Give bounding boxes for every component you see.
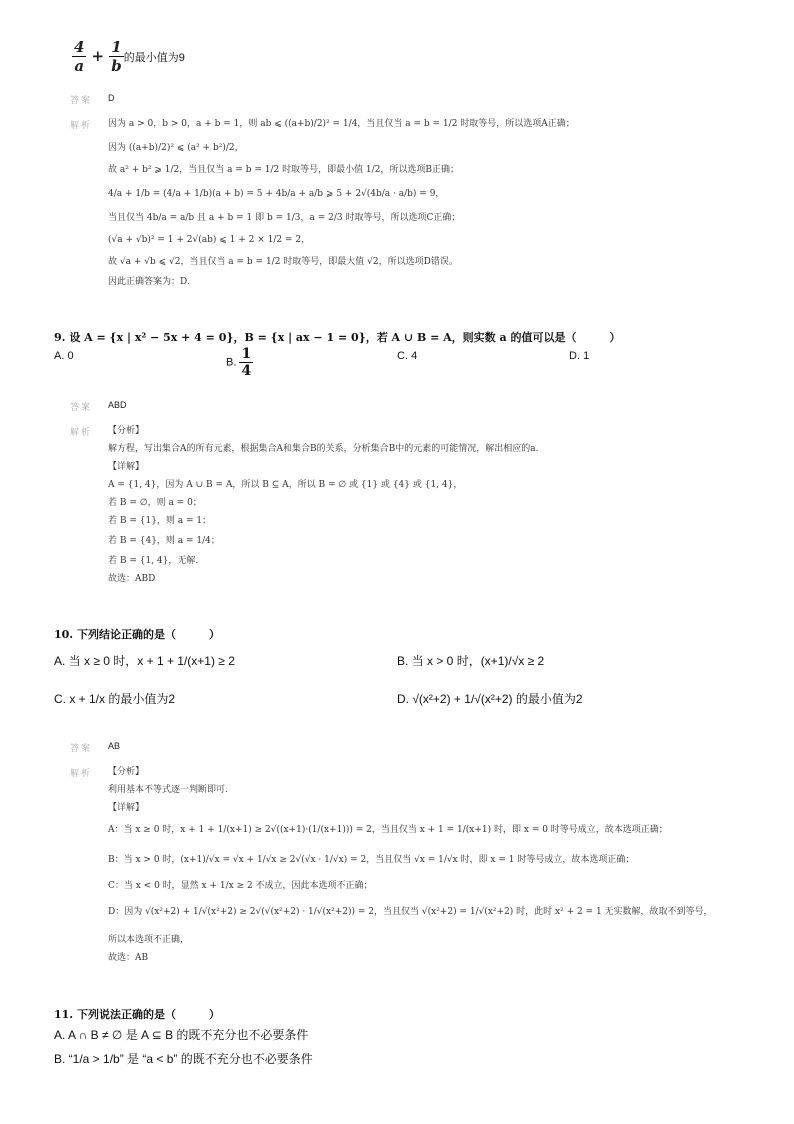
q10-option-d[interactable]: D. √(x²+2) + 1/√(x²+2) 的最小值为2 [397,692,583,706]
q10-analysis-line-5: B：当 x > 0 时，(x+1)/√x = √x + 1/√x ≥ 2√(√x · 1/√x) = 2，当且仅当 √x = 1/√x 时，即 x = 1 时等号成立，故本选项正确； [108,855,635,865]
q10-analysis-line-4: A：当 x ≥ 0 时，x + 1 + 1/(x+1) ≥ 2√((x+1)·(1/(x+1))) = 2，当且仅当 x + 1 = 1/(x+1) 时，即 x = 0 时等号成立，故本选项正确； [108,825,668,835]
q9-analysis-line-9: 故选：ABD [108,574,156,584]
q9-option-d[interactable] [569,350,589,362]
q8-analysis-line-2: 因为 ((a+b)/2)² ⩽ (a² + b²)/2， [108,143,244,153]
q9-analysis-label: 解析 [70,427,93,437]
q10-analysis-line-9: 故选：AB [108,953,149,963]
q9-option-b[interactable]: B. $\frac{1}{4}$ [226,346,252,379]
q8-analysis-line-6: (√a + √b)² = 1 + 2√(ab) ⩽ 1 + 2 × 1/2 = 2， [108,235,311,245]
q10-stem: 10. 下列结论正确的是（ ） [54,628,220,641]
q10-analysis-line-3: 【详解】 [108,803,145,813]
q9-analysis-line-7: 若 B = {4}，则 a = 1/4； [108,536,220,546]
q9-option-a-key: A. [54,350,65,362]
q9-option-d-value: 1 [583,350,590,362]
q10-analysis-line-7: D：因为 √(x²+2) + 1/√(x²+2) ≥ 2√(√(x²+2) · 1/√(x²+2)) = 2，当且仅当 √(x²+2) = 1/√(x²+2) 时，此时 x² + 2 = 1 无实数解，故取不到等号， [108,907,713,917]
q8-analysis-line-3: 故 a² + b² ⩾ 1/2，当且仅当 a = b = 1/2 时取等号，即最小值 1/2，所以选项B正确； [108,165,460,175]
q9-analysis-line-6: 若 B = {1}，则 a = 1； [108,516,212,526]
q10-option-a[interactable]: A. 当 x ≥ 0 时，x + 1 + 1/(x+1) ≥ 2 [54,654,235,668]
q11-option-a[interactable]: A. A ∩ B ≠ ∅ 是 A ⊆ B 的既不充分也不必要条件 [54,1028,309,1042]
q10-analysis-label: 解析 [70,768,93,778]
q8-option-d-expression: $\frac{4}{a}$ + $\frac{1}{b}$ 的最小值为9 [74,38,185,75]
q9-analysis-line-8: 若 B = {1, 4}，无解. [108,556,199,566]
q8-analysis-line-8: 因此正确答案为：D. [108,277,190,287]
q8-analysis-label: 解析 [70,120,93,130]
q9-answer-value: ABD [108,400,127,410]
q9-analysis-line-5: 若 B = ∅，则 a = 0； [108,498,202,508]
q8-analysis-line-4: 4/a + 1/b = (4/a + 1/b)(a + b) = 5 + 4b/a + a/b ⩾ 5 + 2√(4b/a · a/b) = 9， [108,189,445,199]
q10-analysis-line-8: 所以本选项不正确， [108,935,190,945]
q8-analysis-line-7: 故 √a + √b ⩽ √2，当且仅当 a = b = 1/2 时取等号，即最大值 √2，所以选项D错误。 [108,257,458,267]
q8-analysis-line-1: 因为 a > 0，b > 0，a + b = 1，则 ab ⩽ ((a+b)/2)² = 1/4，当且仅当 a = b = 1/2 时取等号，所以选项A正确； [108,119,575,129]
q9-option-c-key: C. [397,350,408,362]
q10-answer-label: 答案 [70,743,93,753]
q9-answer-label: 答案 [70,402,93,412]
q10-answer-value: AB [108,741,121,751]
q9-option-b-key: B. [226,356,237,369]
q9-analysis-line-2: 解方程，写出集合A的所有元素，根据集合A和集合B的关系，分析集合B中的元素的可能情况，解出相应的a. [108,444,539,454]
q9-option-c-value: 4 [411,350,418,362]
q8-answer-label: 答案 [70,95,93,105]
q9-option-c[interactable] [397,350,417,362]
q10-option-b[interactable]: B. 当 x > 0 时，(x+1)/√x ≥ 2 [397,654,545,668]
q9-option-a-value: 0 [67,350,74,362]
q9-analysis-line-4: A = {1, 4}，因为 A ∪ B = A，所以 B ⊆ A，所以 B = ∅ 或 {1} 或 {4} 或 {1, 4}， [108,480,463,490]
q10-analysis-line-6: C：当 x < 0 时，显然 x + 1/x ≥ 2 不成立，因此本选项不正确； [108,881,373,891]
q10-option-c[interactable]: C. x + 1/x 的最小值为2 [54,692,176,706]
q9-option-d-key: D. [569,350,580,362]
q10-analysis-line-1: 【分析】 [108,767,145,777]
q11-option-b[interactable]: B. “1/a > 1/b” 是 “a < b” 的既不充分也不必要条件 [54,1052,313,1066]
q8-answer-value: D [108,93,115,103]
q8-analysis-line-5: 当且仅当 4b/a = a/b 且 a + b = 1 即 b = 1/3，a = 2/3 时取等号，所以选项C正确； [108,213,461,223]
q10-analysis-line-2: 利用基本不等式逐一判断即可. [108,785,228,795]
q9-option-a[interactable] [54,350,74,362]
q9-analysis-line-3: 【详解】 [108,462,145,472]
q9-analysis-line-1: 【分析】 [108,426,145,436]
q9-stem: 9. 设 A = {x | x² − 5x + 4 = 0}，B = {x | ax − 1 = 0}，若 A ∪ B = A，则实数 a 的值可以是（ ） [54,331,621,344]
q11-stem: 11. 下列说法正确的是（ ） [54,1008,220,1021]
